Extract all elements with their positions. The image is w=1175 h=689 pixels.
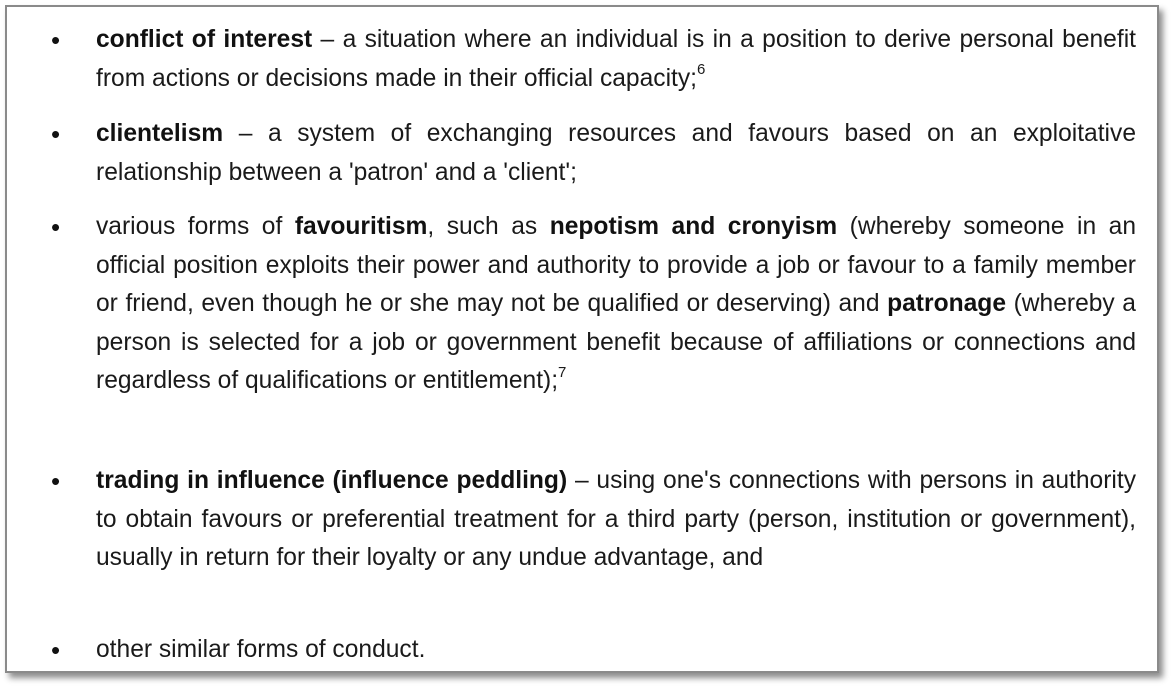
footnote-ref[interactable]: 7 (558, 363, 567, 381)
definition: – a system of exchanging resources and favours based on an exploitative relationship between a 'patron' and a 'client'; (96, 120, 1136, 186)
definition: – a situation where an individual is in a position to derive personal benefit from actions or decisions made in their official capacity; (96, 26, 1136, 92)
text-segment: (whereby someone in an official position exploits their power and authority to provide a job or favour to a family member or friend, even though he or she may not be qualified or deserving) and (96, 213, 1136, 317)
term: clientelism (96, 120, 224, 147)
item-text (96, 462, 1136, 578)
bullet-icon: • (51, 466, 61, 496)
text-segment: , such as (427, 213, 550, 240)
term: patronage (887, 290, 1006, 317)
bullet-icon: • (51, 25, 61, 55)
bullet-icon: • (51, 635, 61, 665)
term: nepotism and cronyism (549, 213, 838, 240)
text-segment: various forms of (96, 213, 295, 240)
item-text (96, 631, 1136, 670)
definition: – using one's connections with persons in authority to obtain favours or preferential treatment for a third party (person, institution or government), usually in return for their loyalty or any undue advantage, and (96, 467, 1137, 571)
definition: (whereby a person is selected for a job or government benefit because of affiliations or connections and regardless of qualifications or entitlement); (96, 290, 1136, 394)
term: trading in influence (influence peddling) (96, 467, 568, 494)
term: favouritism (294, 213, 428, 240)
bullet-icon: • (51, 119, 61, 149)
item-text (96, 115, 1136, 192)
footnote-ref[interactable]: 6 (697, 61, 706, 79)
term: conflict of interest (96, 26, 313, 53)
item-text (96, 21, 1136, 98)
document-frame (5, 5, 1159, 673)
bullet-icon: • (51, 212, 61, 242)
text-segment: other similar forms of conduct. (96, 636, 426, 663)
item-text (96, 208, 1136, 401)
